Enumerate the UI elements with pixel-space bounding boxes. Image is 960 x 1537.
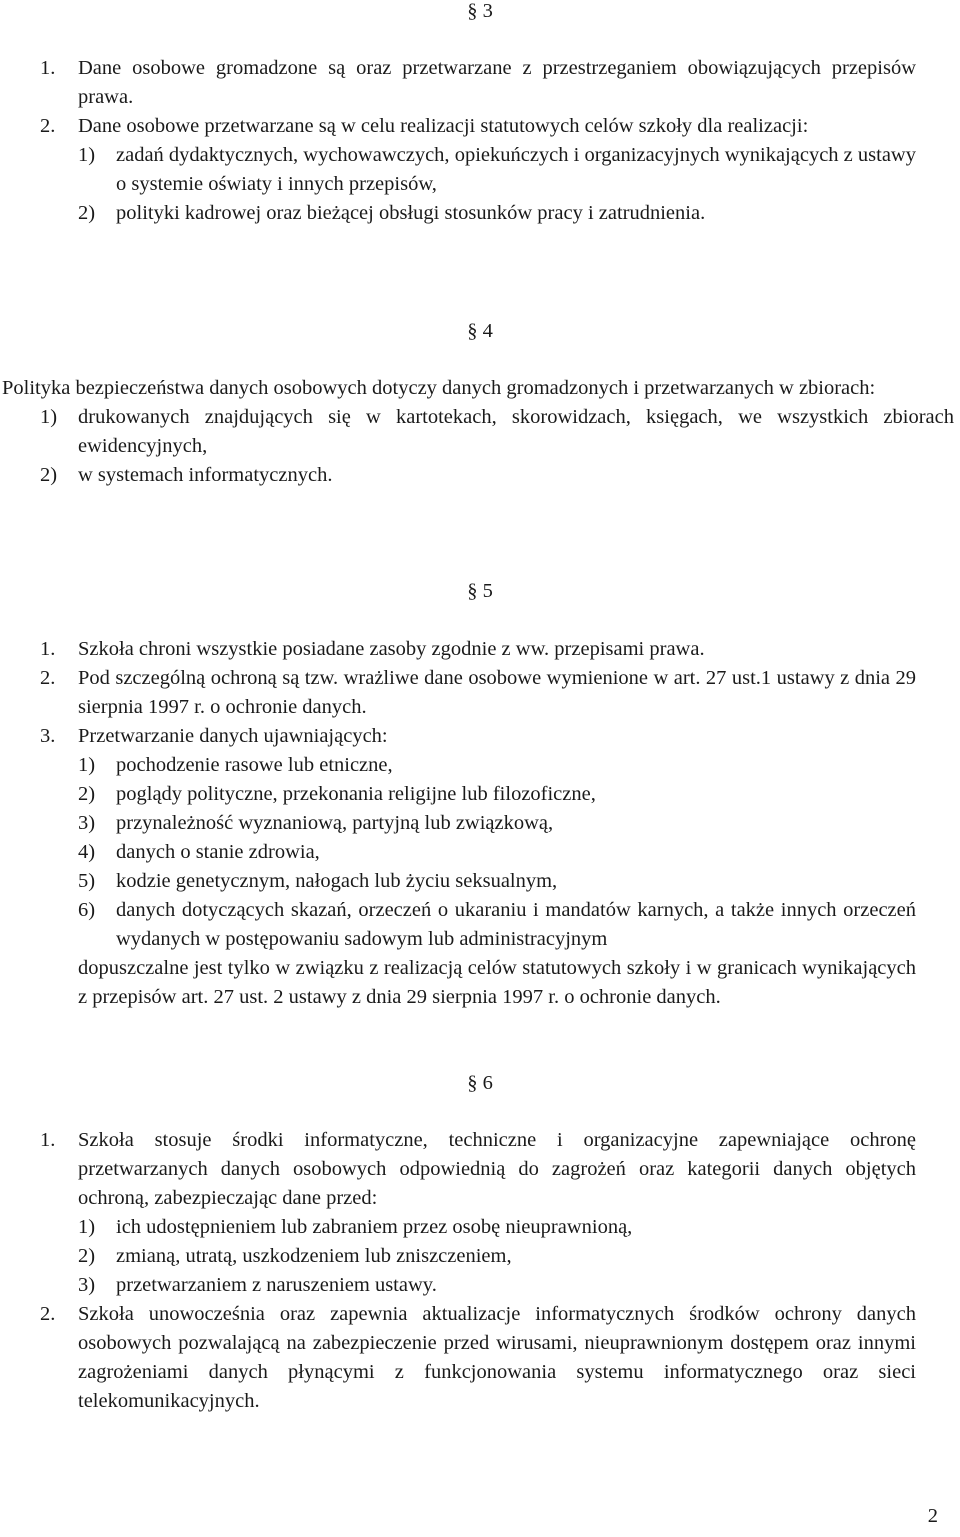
list-item: 2) w systemach informatycznych. xyxy=(40,464,333,486)
list-item: 1. Szkoła stosuje środki informatyczne, techniczne i organizacyjne zapewniające ochronę przetwarzanych danych osobowych odpowiednią do zagrożeń oraz kategorii danych objętych ochroną, zabezpieczając dane przed: xyxy=(40,1129,916,1209)
list-item: 1. Dane osobowe gromadzone są oraz przetwarzane z przestrzeganiem obowiązujących przepisów prawa. xyxy=(40,57,916,108)
section-6-body xyxy=(40,1126,916,1416)
section-3-body xyxy=(40,54,916,228)
section-5-closing: dopuszczalne jest tylko w związku z realizacją celów statutowych szkoły i w granicach wynikających z przepisów art. 27 ust. 2 ustawy z dnia 29 sierpnia 1997 r. o ochronie danych. xyxy=(78,957,916,1008)
sublist xyxy=(40,751,916,954)
list-item: 2) poglądy polityczne, przekonania religijne lub filozoficzne, xyxy=(78,783,596,805)
list-item: 1) drukowanych znajdujących się w kartotekach, skorowidzach, księgach, we wszystkich zbiorach ewidencyjnych, xyxy=(40,406,954,457)
section-4-body xyxy=(2,374,954,490)
list-item: 2) polityki kadrowej oraz bieżącej obsługi stosunków pracy i zatrudnienia. xyxy=(78,202,706,224)
sublist xyxy=(2,403,954,490)
section-5-heading: § 5 xyxy=(467,580,493,602)
list-item: 2. Pod szczególną ochroną są tzw. wrażliwe dane osobowe wymienione w art. 27 ust.1 ustawy z dnia 29 sierpnia 1997 r. o ochronie danych. xyxy=(40,667,916,718)
list-item: 5) kodzie genetycznym, nałogach lub życiu seksualnym, xyxy=(78,870,558,892)
list-item: 1) zadań dydaktycznych, wychowawczych, opiekuńczych i organizacyjnych wynikających z ustawy o systemie oświaty i innych przepisów, xyxy=(78,144,916,195)
sublist xyxy=(40,141,916,228)
list-item: 3) przynależność wyznaniową, partyjną lub związkową, xyxy=(78,812,554,834)
list-item: 1) pochodzenie rasowe lub etniczne, xyxy=(78,754,393,776)
list-item: 4) danych o stanie zdrowia, xyxy=(78,841,320,863)
section-3-heading: § 3 xyxy=(467,0,493,22)
page-number: 2 xyxy=(927,1505,938,1527)
sublist xyxy=(40,1213,916,1300)
section-4-intro: Polityka bezpieczeństwa danych osobowych dotyczy danych gromadzonych i przetwarzanych w zbiorach: xyxy=(2,377,876,399)
list-item: 2. Dane osobowe przetwarzane są w celu realizacji statutowych celów szkoły dla realizacji: xyxy=(40,115,809,137)
section-4-heading: § 4 xyxy=(467,320,493,342)
section-6-heading: § 6 xyxy=(467,1072,493,1094)
list-item: 3. Przetwarzanie danych ujawniających: xyxy=(40,725,388,747)
list-item: 1) ich udostępnieniem lub zabraniem przez osobę nieuprawnioną, xyxy=(78,1216,633,1238)
list-item: 2. Szkoła unowocześnia oraz zapewnia aktualizacje informatycznych środków ochrony danych osobowych pozwalającą na zabezpieczenie przed wirusami, nieuprawnionym dostępem oraz innymi zagrożeniami danych płynącymi z funkcjonowania systemu informatycznego oraz sieci telekomunikacyjnych. xyxy=(40,1303,916,1412)
list-item: 6) danych dotyczących skazań, orzeczeń o ukaraniu i mandatów karnych, a także innych orzeczeń wydanych w postępowaniu sadowym lub administracyjnym xyxy=(78,899,916,950)
list-item: 3) przetwarzaniem z naruszeniem ustawy. xyxy=(78,1274,437,1296)
section-5-body xyxy=(40,635,916,1012)
list-item: 1. Szkoła chroni wszystkie posiadane zasoby zgodnie z ww. przepisami prawa. xyxy=(40,638,705,660)
list-item: 2) zmianą, utratą, uszkodzeniem lub zniszczeniem, xyxy=(78,1245,512,1267)
